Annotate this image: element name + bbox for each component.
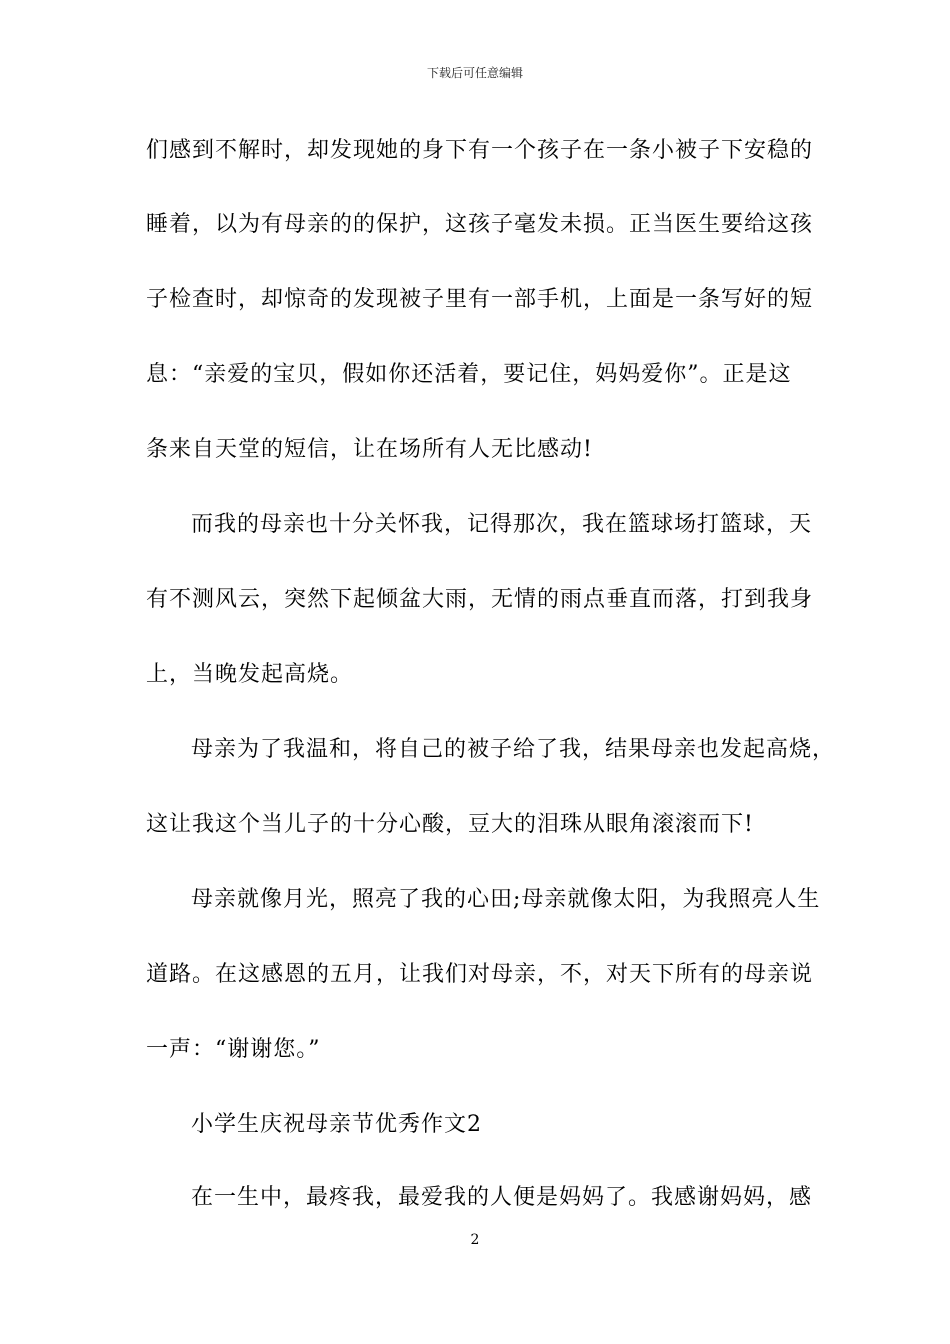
body-line: 在一生中，最疼我，最爱我的人便是妈妈了。我感谢妈妈，感 [191,1185,813,1210]
page-header: 下载后可任意编辑 [426,66,523,80]
body-line: 这让我这个当儿子的十分心酸，豆大的泪珠从眼角滚滚而下! [146,812,754,837]
body-line: 睡着，以为有母亲的的保护，这孩子毫发未损。正当医生要给这孩 [146,212,814,237]
body-line: 母亲为了我温和，将自己的被子给了我，结果母亲也发起高烧， [191,737,836,762]
body-line: 母亲就像月光，照亮了我的心田;母亲就像太阳，为我照亮人生 [191,887,821,912]
body-line: 子检查时，却惊奇的发现被子里有一部手机，上面是一条写好的短 [146,287,814,312]
section-title: 小学生庆祝母亲节优秀作文2 [191,1112,482,1137]
body-line: 上，当晚发起高烧。 [146,662,354,687]
page-number: 2 [470,1232,480,1248]
body-line: 而我的母亲也十分关怀我，记得那次，我在篮球场打篮球，天 [191,512,813,537]
body-line: 息：“亲爱的宝贝，假如你还活着，要记住，妈妈爱你”。正是这 [146,362,792,387]
body-line: 一声：“谢谢您。” [146,1037,321,1062]
body-line: 条来自天堂的短信，让在场所有人无比感动! [146,437,593,462]
body-line: 们感到不解时，却发现她的身下有一个孩子在一条小被子下安稳的 [146,138,814,163]
body-line: 道路。在这感恩的五月，让我们对母亲，不，对天下所有的母亲说 [146,962,814,987]
body-line: 有不测风云，突然下起倾盆大雨，无情的雨点垂直而落，打到我身 [146,587,814,612]
